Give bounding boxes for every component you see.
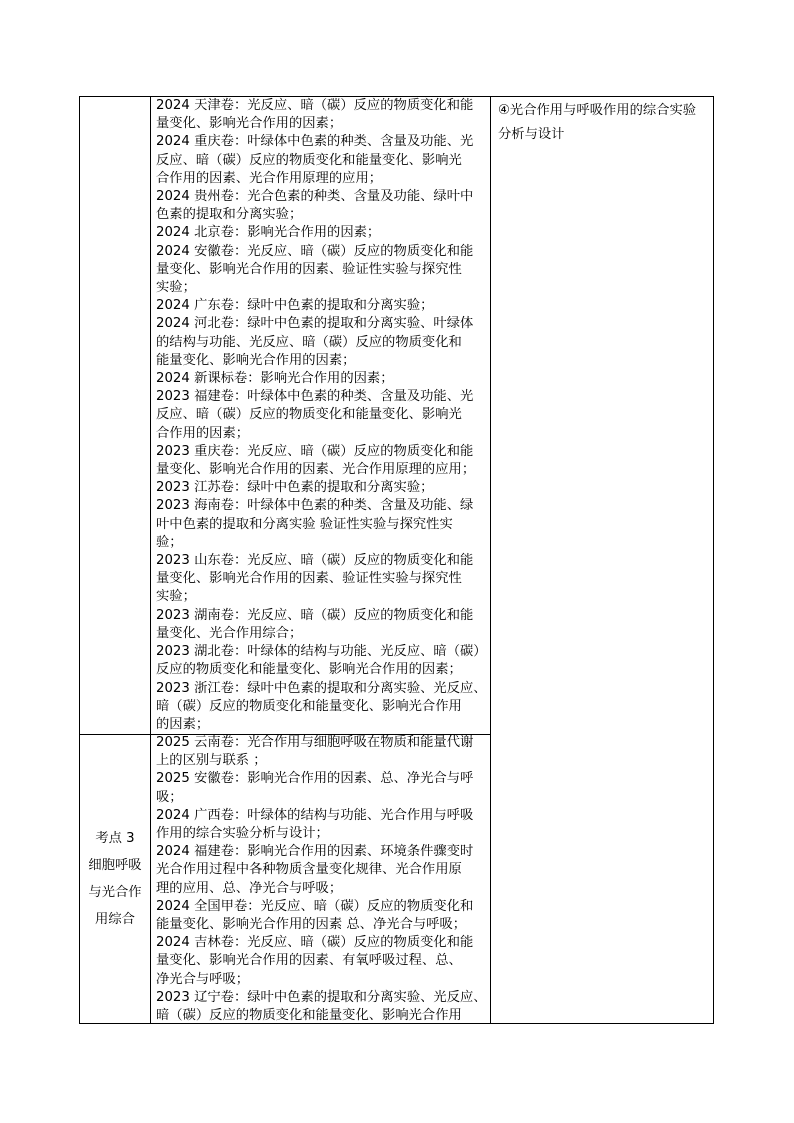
skill-point: ④光合作用与呼吸作用的综合实验 分析与设计 xyxy=(498,103,697,142)
exam-list-top: 2024 天津卷：光反应、暗（碳）反应的物质变化和能 量变化、影响光合作用的因素； 2024 重庆卷：叶绿体中色素的种类、含量及功能、光 反应、暗（碳）反应的物质变化和能量变化、影响光 合作用的因素、光合作用原理的应用； 2024 贵州卷：光合色素的种类、含量及功能、绿叶中 色素的提取和分离实验； 2024 北京卷：影响光合作用的因素； 2024 安徽卷：光反应、暗（碳）反应的物质变化和能 量变化、影响光合作用的因素、验证性实验与探究性 实验； 2024 广东卷：绿叶中色素的提取和分离实验； 2024 河北卷：绿叶中色素的提取和分离实验、叶绿体 的结构与功能、光反应、暗（碳）反应的物质变化和 能量变化、影响光合作用的因素； 2024 新课标卷：影响光合作用的因素； 2023 福建卷：叶绿体中色素的种类、含量及功能、光 反应、暗（碳）反应的物质变化和能量变化、影响光 合作用的因素； 2023 重庆卷：光反应、暗（碳）反应的物质变化和能 量变化、影响光合作用的因素、光合作用原理的应用； 2023 江苏卷：绿叶中色素的提取和分离实验； 2023 海南卷：叶绿体中色素的种类、含量及功能、绿 叶中色素的提取和分离实验 验证性实验与探究性实 验； 2023 山东卷：光反应、暗（碳）反应的物质变化和能 量变化、影响光合作用的因素、验证性实验与探究性 实验； 2023 湖南卷：光反应、暗（碳）反应的物质变化和能 量变化、光合作用综合； 2023 湖北卷：叶绿体的结构与功能、光反应、暗（碳） 反应的物质变化和能量变化、影响光合作用的因素； 2023 浙江卷：绿叶中色素的提取和分离实验、光反应、 暗（碳）反应的物质变化和能量变化、影响光合作用 的因素； xyxy=(156,98,487,732)
column-divider-2 xyxy=(490,97,491,1023)
topic-label-3: 考点 3 细胞呼吸 与光合作 用综合 xyxy=(88,831,142,927)
content-table xyxy=(79,96,714,1024)
exam-list-bottom: 2025 云南卷：光合作用与细胞呼吸在物质和能量代谢 上的区别与联系 ； 2025 安徽卷：影响光合作用的因素、总、净光合与呼 吸； 2024 广西卷：叶绿体的结构与功能、光合作用与呼吸 作用的综合实验分析与设计； 2024 福建卷：影响光合作用的因素、环境条件骤变时 光合作用过程中各种物质含量变化规律、光合作用原 理的应用、总、净光合与呼吸； 2024 全国甲卷：光反应、暗（碳）反应的物质变化和 能量变化、影响光合作用的因素 总、净光合与呼吸； 2024 吉林卷：光反应、暗（碳）反应的物质变化和能 量变化、影响光合作用的因素、有氧呼吸过程、总、 净光合与呼吸； 2023 辽宁卷：绿叶中色素的提取和分离实验、光反应、 暗（碳）反应的物质变化和能量变化、影响光合作用 xyxy=(156,735,487,1024)
column-divider-1 xyxy=(150,97,151,1023)
